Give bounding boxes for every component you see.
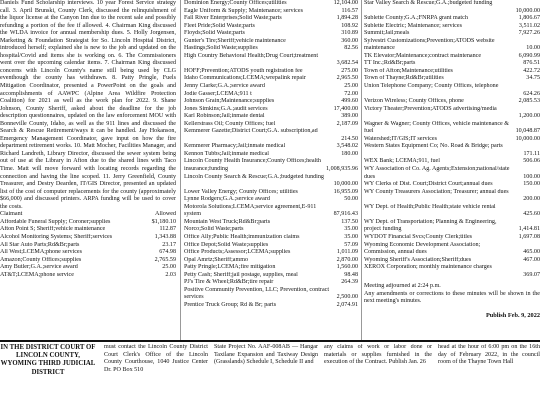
claim-amount: 3,682.54 bbox=[336, 60, 358, 67]
claim-amount: 3,548.02 bbox=[336, 143, 358, 150]
claimant-name: WY Dept. of Transportation; Planning & Engineering, bbox=[364, 218, 497, 225]
claim-row bbox=[184, 242, 358, 250]
claim-amount: 1,343.88 bbox=[154, 233, 176, 240]
claim-row bbox=[0, 249, 176, 257]
claimant-name: Office Products;Assessor;LCEMA;supplies bbox=[184, 249, 291, 256]
claim-row bbox=[364, 98, 540, 106]
claimant-name: Dominion Energy;County Offices;utilities bbox=[184, 0, 287, 6]
claim-amount: 674.98 bbox=[159, 249, 176, 256]
claim-row bbox=[184, 166, 358, 174]
claim-row bbox=[0, 219, 176, 227]
amendments-note: Any amendments or corrections to these minutes will be shown in the next meeting's minutes. bbox=[364, 290, 540, 305]
claim-amount: 116.57 bbox=[341, 7, 358, 14]
claimant-name: Lynne Rodgers;G.A.;service award bbox=[184, 196, 270, 203]
claim-amount: 200.00 bbox=[523, 196, 540, 203]
claimant-name: Petty Cash; Sheriff;jail postage, supplies, meal bbox=[184, 271, 298, 278]
claim-row bbox=[364, 226, 540, 234]
claimant-name: Wagner & Wagner; County Offices, vehicle maintenance & bbox=[364, 120, 509, 127]
claim-amount: 2,085.53 bbox=[518, 98, 540, 105]
claim-row bbox=[0, 242, 176, 250]
claim-row bbox=[184, 136, 358, 144]
claim-row bbox=[364, 272, 540, 280]
claimant-name: Patty Pringle;LCEMA;fire mitigation bbox=[184, 264, 276, 271]
claim-row bbox=[184, 91, 358, 99]
claim-row bbox=[364, 0, 540, 8]
claim-row bbox=[364, 23, 540, 31]
claimant-name: Motorola Solutions;LCEMA;service agreement,E-911 bbox=[184, 203, 317, 210]
claim-row bbox=[184, 143, 358, 151]
claim-row bbox=[364, 8, 540, 16]
claimant-name: Afton Point S; Sheriff;vehicle maintenance bbox=[0, 226, 106, 233]
claim-amount: 50.00 bbox=[344, 196, 358, 203]
claim-row bbox=[184, 181, 358, 189]
claim-row bbox=[184, 23, 358, 31]
notice-text-3: any claims of work or labor done or materials or supplies furnished in the execution of the Contract. Publish Jan. 26 bbox=[324, 344, 432, 366]
claim-row bbox=[364, 174, 540, 182]
claim-amount: 506.06 bbox=[523, 158, 540, 165]
claim-amount: 2,187.09 bbox=[336, 120, 358, 127]
claimant-name: Town of Thayne;Rd&Br;utilities bbox=[364, 75, 444, 82]
claimant-name: fuel bbox=[364, 128, 374, 135]
claim-row bbox=[364, 83, 540, 91]
claim-row bbox=[184, 287, 358, 295]
claimant-name: Fleet Pride;Solid Waste;parts bbox=[184, 22, 255, 29]
claim-amount: 369.07 bbox=[523, 271, 540, 278]
claim-row bbox=[184, 189, 358, 197]
claim-amount: 171.11 bbox=[523, 150, 540, 157]
claimant-name: Amazon;County Offices;supplies bbox=[0, 256, 82, 263]
claim-row bbox=[364, 143, 540, 151]
claimant-name: Positive Community Prevention, LLC; Prevention, contract bbox=[184, 286, 330, 293]
claim-row bbox=[184, 158, 358, 166]
claim-amount: 2,765.59 bbox=[154, 256, 176, 263]
claimant-name: Union Telephone Company; County Offices, telephone bbox=[364, 83, 499, 90]
claim-row bbox=[364, 181, 540, 189]
claim-amount: 275.00 bbox=[341, 67, 358, 74]
claim-amount: 264.39 bbox=[341, 279, 358, 286]
claim-row bbox=[184, 60, 358, 68]
claim-amount: 112.87 bbox=[159, 226, 176, 233]
claimant-name: maintenance bbox=[364, 45, 395, 52]
claimant-name: Floyds;Solid Waste;parts bbox=[184, 30, 245, 37]
claimant-name: Office Ally;Public Health;immunization claims bbox=[184, 233, 300, 240]
claims-header bbox=[0, 211, 176, 219]
claim-amount: 180.00 bbox=[341, 150, 358, 157]
minutes-column-2 bbox=[184, 0, 358, 309]
claim-row bbox=[364, 91, 540, 99]
claim-row bbox=[364, 151, 540, 159]
claim-amount: 137.50 bbox=[341, 218, 358, 225]
claim-row bbox=[364, 113, 540, 121]
claimant-name: Star Valley Search & Rescue;G.A.;budgeted funding bbox=[364, 0, 493, 6]
claimant-name: Johnson Grain;Maintenance;supplies bbox=[184, 98, 275, 105]
claim-amount: 360.00 bbox=[341, 37, 358, 44]
court-notice-heading: IN THE DISTRICT COURT OF LINCOLN COUNTY, WYOMING THIRD JUDICIAL DISTRICT bbox=[0, 344, 96, 376]
minutes-text: Daniels Fund Scholarship interviews. 10 year Forest Service strategy call. 3. April Brunski, County Clerk, discussed the relinquishment of the liquor license at the Canyon Inn due to the recent sale and possibly refunding a portion of the fee if allowed. 4. Chairman King discussed the WLDA invoice for annual membership dues. 5. Holly Jorgensen, Marketing & Foundation Strategist for So. Lincoln Hospital District, introduced herself; explained she is new to the job and updated on the hospital/Covid and items she is working on. 6. The Commissioners went over the upcoming calendar items. 7. Chairman King discussed concerns with Lincoln County's name still being used by CLG eventhough the county has withdrawn. 8. Patty Pringle, Fuels Mitigation Coordinator, presented a PowerPoint on the goals and accomplishments of AAWPC (Alpine Area Wildfire Protection Coalition) for 2021 as well as the work plan for 2022. 9. Shane Johnson, County Sheriff, asked about the deadline for the job description questionnaires, updated on the law enforcement MOU with Bonneville County, Idaho, as well as the 911 lines and discussed the Search & Rescue Retirement/ways it can be handled. Jay Hokanson, Emergency Management Coordinator, gave input on how the fire department retirement works. 10. Matt Mocher, Facilities Manager, and Richard Landreth, Library Director, discussed the sewer system being out of use at the Library in Afton due to the shared lines with Taco Time. Matt will move forward with locating records regarding the connection and having the line scoped. 11. Jerry Greenfield, County Treasurer, and Destry Dearden, IT/GIS Director, presented an updated list of the cost of computer replacements for the county (approximately $66,000) and discussed printers. ARPA funding will be used to cover the costs. bbox=[0, 0, 176, 210]
claim-row bbox=[364, 128, 540, 136]
claimant-name: Jenny Clarke;G.A.;service award bbox=[184, 83, 265, 90]
claim-row bbox=[184, 264, 358, 272]
claim-amount: 100.00 bbox=[523, 173, 540, 180]
claimant-name: Eagle Uniform & Supply; Maintenance; services bbox=[184, 7, 303, 14]
claimant-name: Kellerstrass Oil; County Offices; fuel bbox=[184, 120, 276, 127]
claim-row bbox=[364, 158, 540, 166]
claim-amount: 2,074.91 bbox=[336, 301, 358, 308]
claim-row bbox=[184, 302, 358, 310]
claim-amount: 1,011.09 bbox=[336, 249, 358, 256]
claim-amount: 25.00 bbox=[344, 83, 358, 90]
claimant-name: Kemmerer Gazette;District Court;G.A. subscription,ad bbox=[184, 128, 318, 135]
claimant-name: Norco;Solid Waste;parts bbox=[184, 226, 244, 233]
claim-row bbox=[184, 128, 358, 136]
allowed-header: Allowed bbox=[155, 211, 176, 218]
claim-row bbox=[364, 257, 540, 265]
claim-row bbox=[0, 272, 176, 280]
claim-amount: 10,000.00 bbox=[333, 181, 358, 188]
claim-row bbox=[184, 0, 358, 8]
claim-row bbox=[364, 68, 540, 76]
claimant-name: dues bbox=[364, 173, 376, 180]
claim-row bbox=[184, 53, 358, 61]
claimant-name: Gunter's Tire;Sheriff;vehicle maintenance bbox=[184, 37, 286, 44]
claimant-name: insurance;funding bbox=[184, 166, 228, 173]
claim-amount: 1,560.00 bbox=[336, 264, 358, 271]
claim-amount: 10.00 bbox=[526, 45, 540, 52]
claim-row bbox=[364, 249, 540, 257]
claim-row bbox=[364, 75, 540, 83]
claimant-name: WEX Bank; LCEMA;911, fuel bbox=[364, 158, 440, 165]
claimant-name: All West;LCEMA;phone services bbox=[0, 249, 82, 256]
claim-row bbox=[184, 151, 358, 159]
claim-amount: 12,104.00 bbox=[333, 0, 358, 6]
claimant-name: Victory Theater;Prevention;ATODS advertising/media bbox=[364, 105, 497, 112]
claim-row bbox=[364, 234, 540, 242]
claimant-name: Wyoming Economic Development Association; bbox=[364, 241, 481, 248]
claim-row bbox=[184, 279, 358, 287]
claim-row bbox=[364, 204, 540, 212]
claim-row bbox=[184, 204, 358, 212]
claim-row bbox=[364, 60, 540, 68]
claimant-name: Lincoln County Search & Rescue;G.A.;budgeted funding bbox=[184, 173, 324, 180]
claim-row bbox=[184, 30, 358, 38]
claim-amount: 23.17 bbox=[162, 241, 176, 248]
claim-row bbox=[184, 257, 358, 265]
claim-row bbox=[184, 106, 358, 114]
minutes-column-1 bbox=[0, 0, 176, 279]
claim-amount: 214.50 bbox=[341, 135, 358, 142]
claim-row bbox=[364, 264, 540, 272]
claim-row bbox=[0, 226, 176, 234]
claim-amount: 10,000.00 bbox=[515, 135, 540, 142]
claimant-name: HOFF;Prevention;ATODS youth registration fee bbox=[184, 67, 303, 74]
claim-amount: 465.00 bbox=[523, 249, 540, 256]
publish-date: Publish Feb. 9, 2022 bbox=[485, 311, 540, 319]
claim-row bbox=[364, 53, 540, 61]
claim-row bbox=[364, 242, 540, 250]
claim-amount: 35.00 bbox=[344, 233, 358, 240]
claimant-name: Karl Robinson;Jail;inmate dental bbox=[184, 113, 265, 120]
claim-amount: 16,955.09 bbox=[333, 188, 358, 195]
claim-amount: 6,090.99 bbox=[518, 52, 540, 59]
claim-row bbox=[364, 136, 540, 144]
claimant-name: Western States Equipment Co; No. Road & Bridge; parts bbox=[364, 143, 503, 150]
claimant-header: Claimant bbox=[0, 211, 23, 218]
claim-amount: $1,180.10 bbox=[151, 218, 176, 225]
claim-amount: 876.51 bbox=[523, 60, 540, 67]
claim-row bbox=[184, 8, 358, 16]
claim-amount: 2,500.00 bbox=[336, 294, 358, 301]
claimant-name: Office Depot;Solid Waste;supplies bbox=[184, 241, 269, 248]
claimant-name: Alcohol Monitoring Systems; Sheriff;services bbox=[0, 233, 113, 240]
claim-amount: 34.75 bbox=[526, 75, 540, 82]
claim-amount: 425.60 bbox=[523, 211, 540, 218]
claimant-name: All Star Auto Parts;Rd&Br;parts bbox=[0, 241, 80, 248]
claim-amount: 2,870.00 bbox=[336, 256, 358, 263]
claim-amount: 624.26 bbox=[523, 90, 540, 97]
claimant-name: High Country Behavioral Health;Drug Court;treatment bbox=[184, 52, 319, 59]
claim-row bbox=[364, 211, 540, 219]
claim-row bbox=[184, 98, 358, 106]
claim-row bbox=[364, 45, 540, 53]
notice-text-2: State Project No. AAF-008AB — Hangar Taxilane Expansion and Taxiway Design (Grasslands) Schedule I, Schedule II and bbox=[214, 344, 318, 366]
claimant-name: Kennon Tubbs;Jail;inmate medical bbox=[184, 150, 269, 157]
notice-text-1: must contact the Lincoln County District Court Clerk's Office of the Lincoln County Courthouse, 1040 Justice Center Dr. PO Box 510 bbox=[104, 344, 208, 373]
claim-row bbox=[364, 38, 540, 46]
claimant-name: WY Clerks of Dist. Court;District Court;annual dues bbox=[364, 181, 493, 188]
claimant-name: Hastings;Solid Waste;supplies bbox=[184, 45, 258, 52]
claimant-name: Lower Valley Energy; County Offices; utilities bbox=[184, 188, 298, 195]
claim-row bbox=[184, 211, 358, 219]
claimant-name: Commission, annual dues bbox=[364, 249, 427, 256]
claim-amount: 422.72 bbox=[523, 67, 540, 74]
claim-row bbox=[184, 219, 358, 227]
claim-amount: 467.00 bbox=[523, 256, 540, 263]
claimant-name: Idaho Communications;LCEMA;wrepalink repair bbox=[184, 75, 306, 82]
claim-row bbox=[0, 257, 176, 265]
claim-amount: 1,894.28 bbox=[336, 15, 358, 22]
claims-list-1 bbox=[0, 219, 176, 279]
claim-amount: 1,200.00 bbox=[518, 113, 540, 120]
claim-row bbox=[0, 264, 176, 272]
claim-row bbox=[364, 15, 540, 23]
claimant-name: TT Inc.;Rd&Br;parts bbox=[364, 60, 416, 67]
claimant-name: Jones Simkins;G.A.;audit services bbox=[184, 105, 268, 112]
claim-row bbox=[184, 174, 358, 182]
section-divider bbox=[0, 340, 540, 342]
claim-row bbox=[364, 30, 540, 38]
claim-row bbox=[184, 68, 358, 76]
adjourned-line: Meeting adjourned at 2:24 p.m. bbox=[364, 283, 441, 290]
claimant-name: Verizon Wireless; County Offices, phone bbox=[364, 98, 464, 105]
claimant-name: WYDOT Financial Svcs;County Clerk;titles bbox=[364, 233, 473, 240]
claimant-name: Sublette County;G.A.;FNRPA grant match bbox=[364, 15, 468, 22]
column-divider bbox=[180, 0, 181, 340]
claims-list-2 bbox=[184, 0, 358, 309]
claimant-name: Summit;Jail;meals bbox=[364, 30, 410, 37]
claim-row bbox=[184, 121, 358, 129]
claim-row bbox=[184, 15, 358, 23]
claim-amount: 2.03 bbox=[165, 271, 176, 278]
claimant-name: Prentice Truck Group; Rd & Br; parts bbox=[184, 301, 277, 308]
claim-amount: 10,048.87 bbox=[515, 128, 540, 135]
claim-row bbox=[364, 166, 540, 174]
claimant-name: project funding bbox=[364, 226, 402, 233]
minutes-column-3 bbox=[364, 0, 540, 319]
claim-amount: 25.00 bbox=[162, 264, 176, 271]
claimant-name: Opal Amrtz;Sheriff;ammo bbox=[184, 256, 249, 263]
claim-row bbox=[184, 113, 358, 121]
notice-text-4: head at the hour of 6:00 pm on the 16th day of February 2022, in the council room of the Thayne Town Hall bbox=[438, 344, 540, 366]
claimant-name: TK Elevator;Maintenance;contract maintenance bbox=[364, 52, 482, 59]
claim-row bbox=[364, 189, 540, 197]
claimant-name: Amy Butler;G.A.;service award bbox=[0, 264, 78, 271]
claim-row bbox=[184, 83, 358, 91]
claim-amount: 10,000.00 bbox=[515, 7, 540, 14]
claim-amount: 87,916.43 bbox=[333, 211, 358, 218]
claimant-name: Mountain West Truck;Rd&Br;parts bbox=[184, 218, 271, 225]
claimant-name: services bbox=[184, 294, 204, 301]
claim-amount: 57.09 bbox=[344, 241, 358, 248]
claim-amount: 1,008,935.96 bbox=[326, 166, 358, 173]
claim-amount: 1,414.81 bbox=[518, 226, 540, 233]
claim-row bbox=[0, 234, 176, 242]
claim-row bbox=[184, 272, 358, 280]
claim-amount: 35.00 bbox=[344, 226, 358, 233]
claimant-name: Fall River Enterprises;Solid Waste;parts bbox=[184, 15, 282, 22]
claimant-name: Kemmerer Pharmacy;Jail;inmate medical bbox=[184, 143, 286, 150]
column-divider bbox=[361, 0, 362, 340]
claim-amount: 98.48 bbox=[344, 271, 358, 278]
claim-row bbox=[184, 294, 358, 302]
claim-amount: 108.92 bbox=[341, 22, 358, 29]
claim-row bbox=[364, 196, 540, 204]
claimant-name: Wyoming Sheriff's Association;Sheriff;dues bbox=[364, 256, 472, 263]
claim-amount: 310.89 bbox=[341, 30, 358, 37]
claimant-name: WY County Treasurers Association; Treasurer; annual dues bbox=[364, 188, 509, 195]
claimant-name: Jodie Gasser;LCEMA;911 t bbox=[184, 90, 252, 97]
claim-amount: 2,965.50 bbox=[336, 75, 358, 82]
claim-amount: 7,927.26 bbox=[518, 30, 540, 37]
claim-amount: 82.56 bbox=[344, 45, 358, 52]
claim-row bbox=[184, 75, 358, 83]
claim-amount: 389.00 bbox=[341, 113, 358, 120]
claimant-name: Sylvestri Customizations;Prevention;ATODS website bbox=[364, 37, 495, 44]
claim-amount: 1,806.67 bbox=[518, 15, 540, 22]
claim-amount: 1,697.08 bbox=[518, 233, 540, 240]
claimant-name: Affordable Funeral Supply; Coroner;supplies bbox=[0, 218, 111, 225]
claim-row bbox=[184, 38, 358, 46]
claimant-name: XEROX Corporation; monthly maintenance charges bbox=[364, 264, 492, 271]
claim-amount: 150.00 bbox=[523, 181, 540, 188]
claim-row bbox=[364, 219, 540, 227]
claim-row bbox=[364, 106, 540, 114]
claims-list-3 bbox=[364, 0, 540, 279]
claimant-name: WY Association of Co. Ag. Agents;Extension;national/state bbox=[364, 166, 510, 173]
claim-row bbox=[184, 226, 358, 234]
claim-row bbox=[364, 121, 540, 129]
claimant-name: Watershed;IT/GIS;IT services bbox=[364, 135, 438, 142]
claimant-name: PJ's Tire & Wheel;Rd&Br;tire repair bbox=[184, 279, 274, 286]
claim-amount: 3,511.02 bbox=[518, 22, 540, 29]
claim-row bbox=[184, 249, 358, 257]
claim-row bbox=[184, 234, 358, 242]
claimant-name: Sublette Electric; Maintenance; services bbox=[364, 22, 462, 29]
claim-row bbox=[184, 45, 358, 53]
claim-amount: 72.00 bbox=[344, 90, 358, 97]
claimant-name: WY Dept. of Health;Public Health;state vehicle rental bbox=[364, 203, 496, 210]
claimant-name: AT&T;LCEMA;phone service bbox=[0, 271, 74, 278]
claimant-name: Lincoln County Health Insurance;County Offices;health bbox=[184, 158, 321, 165]
claimant-name: system bbox=[184, 211, 201, 218]
claimant-name: Town of Afton;Maintenance;utilities bbox=[364, 67, 453, 74]
claim-amount: 499.60 bbox=[341, 98, 358, 105]
claim-amount: 17,400.00 bbox=[333, 105, 358, 112]
claim-row bbox=[184, 196, 358, 204]
